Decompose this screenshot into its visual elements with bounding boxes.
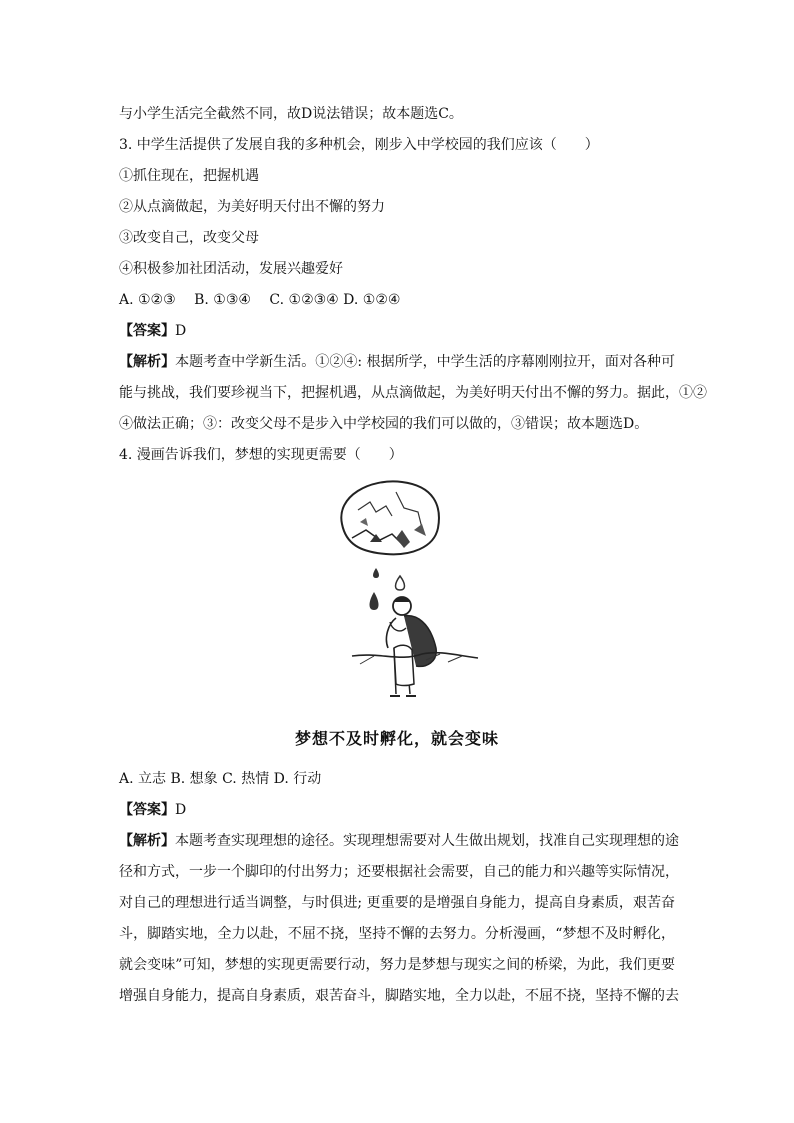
analysis-4-line-6: 增强自身能力，提高自身素质，艰苦奋斗，脚踏实地，全力以赴，不屈不挠，坚持不懈的去 — [119, 988, 679, 1004]
cartoon-illustration — [330, 472, 490, 704]
answer-4 — [119, 800, 186, 820]
choices-4: A. 立志 B. 想象 C. 热情 D. 行动 — [119, 771, 322, 787]
analysis-4-line-1 — [119, 831, 679, 851]
analysis-4-line-4: 斗，脚踏实地，全力以赴，不屈不挠，坚持不懈的去努力。分析漫画，“梦想不及时孵化， — [119, 926, 675, 942]
question-4: 4. 漫画告诉我们，梦想的实现更需要（ ） — [119, 447, 403, 463]
analysis-4-line-5: 就会变味”可知，梦想的实现更需要行动，努力是梦想与现实之间的桥梁，为此，我们更要 — [119, 957, 675, 973]
analysis-4-line-2: 径和方式，一步一个脚印的付出努力；还要根据社会需要，自己的能力和兴趣等实际情况， — [119, 864, 679, 880]
answer-tag: 【答案】 — [119, 802, 175, 818]
analysis-4-line-3: 对自己的理想进行适当调整，与时俱进; 更重要的是增强自身能力，提高自身素质，艰苦奋 — [119, 895, 675, 911]
option-3: ③改变自己，改变父母 — [119, 230, 259, 246]
analysis-3-line-1 — [119, 352, 675, 372]
option-4: ④积极参加社团活动，发展兴趣爱好 — [119, 261, 343, 277]
analysis-text: 本题考查中学新生活。①②④: 根据所学，中学生活的序幕刚刚拉开，面对各种可 — [175, 354, 676, 370]
analysis-tag: 【解析】 — [119, 833, 175, 849]
analysis-3-line-3: ④做法正确；③：改变父母不是步入中学校园的我们可以做的，③错误；故本题选D。 — [119, 416, 649, 432]
option-1: ①抓住现在，把握机遇 — [119, 168, 259, 184]
analysis-3-line-2: 能与挑战，我们要珍视当下，把握机遇，从点滴做起，为美好明天付出不懈的努力。据此，①② — [119, 385, 707, 401]
option-2: ②从点滴做起，为美好明天付出不懈的努力 — [119, 199, 385, 215]
answer-3 — [119, 321, 186, 341]
question-3: 3. 中学生活提供了发展自我的多种机会，刚步入中学校园的我们应该（ ） — [119, 137, 599, 153]
answer-tag: 【答案】 — [119, 323, 175, 339]
answer-value: D — [175, 802, 187, 818]
answer-value: D — [175, 323, 187, 339]
analysis-text: 本题考查实现理想的途径。实现理想需要对人生做出规划，找准自己实现理想的途 — [175, 833, 679, 849]
cartoon-caption: 梦想不及时孵化，就会变味 — [294, 729, 499, 748]
analysis-tag: 【解析】 — [119, 354, 176, 370]
choices-3: A. ①②③ B. ①③④ C. ①②③④ D. ①②④ — [119, 292, 401, 308]
text-line: 与小学生活完全截然不同，故D说法错误；故本题选C。 — [119, 106, 463, 122]
